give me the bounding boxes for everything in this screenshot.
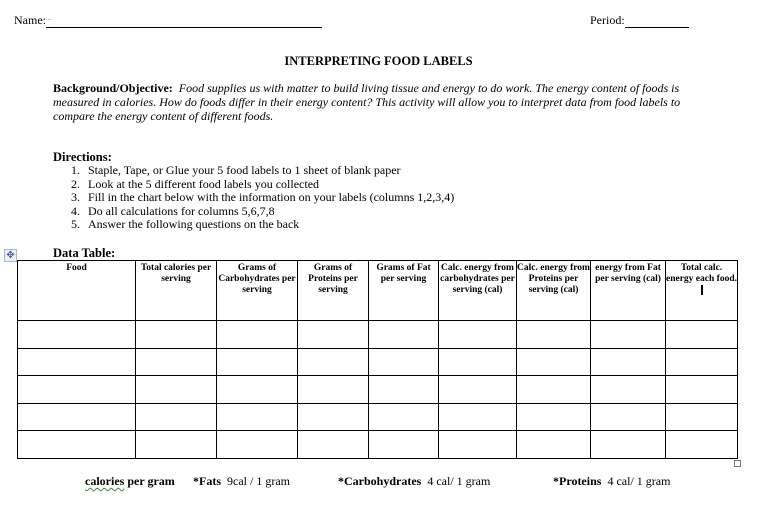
name-label: Name: [14, 13, 46, 27]
data-table [17, 260, 738, 459]
table-cell[interactable] [136, 348, 217, 376]
table-cell[interactable] [298, 431, 369, 459]
table-cell[interactable] [369, 431, 439, 459]
table-cell[interactable] [18, 403, 136, 431]
table-cell[interactable] [666, 431, 738, 459]
table-cell[interactable] [439, 376, 517, 404]
table-cell[interactable] [591, 431, 666, 459]
table-cell[interactable] [666, 321, 738, 349]
data-table-title: Data Table: [53, 246, 116, 260]
table-cell[interactable] [18, 376, 136, 404]
table-cell[interactable] [439, 348, 517, 376]
direction-item: 1. Staple, Tape, or Glue your 5 food labels to 1 sheet of blank paper [71, 163, 401, 177]
table-row [18, 403, 738, 431]
direction-item: 2. Look at the 5 different food labels you collected [71, 176, 320, 191]
table-cell[interactable] [591, 348, 666, 376]
table-cell[interactable] [369, 403, 439, 431]
table-cell[interactable] [18, 348, 136, 376]
table-cell[interactable] [136, 431, 217, 459]
table-cell[interactable] [298, 403, 369, 431]
proteins-info: *Proteins 4 cal/ 1 gram [553, 474, 671, 488]
table-cell[interactable] [439, 431, 517, 459]
move-arrows-icon[interactable]: ✥ [4, 249, 17, 262]
table-row [18, 348, 738, 376]
table-cell[interactable] [369, 321, 439, 349]
table-cell[interactable] [591, 403, 666, 431]
table-cell[interactable] [217, 403, 298, 431]
column-header-grams-carbs: Grams of Carbohydrates per serving [217, 261, 298, 321]
table-cell[interactable] [136, 403, 217, 431]
fats-info: *Fats 9cal / 1 gram [193, 474, 290, 488]
column-header-total-energy: Total calc. energy each food. [666, 261, 738, 321]
directions-list [71, 164, 454, 232]
column-header-food: Food [18, 261, 136, 321]
table-cell[interactable] [369, 376, 439, 404]
table-cell[interactable] [517, 321, 591, 349]
table-cell[interactable] [217, 431, 298, 459]
table-cell[interactable] [136, 321, 217, 349]
table-cell[interactable] [591, 321, 666, 349]
table-cell[interactable] [666, 348, 738, 376]
table-header-row [18, 261, 738, 321]
table-row [18, 376, 738, 404]
table-cell[interactable] [591, 376, 666, 404]
table-cell[interactable] [298, 348, 369, 376]
period-input-line[interactable] [625, 14, 689, 28]
background-objective: Background/Objective: Food supplies us with matter to build living tissue and energy to do work. The energy content of foods is measured in calories. How do foods differ in their energy content? This activity will allow you to interpret data from food labels to compare the energy content of different foods. [53, 81, 681, 123]
period-label: Period: [590, 13, 625, 27]
text-cursor [701, 285, 703, 295]
table-cell[interactable] [18, 431, 136, 459]
table-cell[interactable] [439, 321, 517, 349]
calories-per-gram-label: calories per gram [85, 474, 175, 488]
table-cell[interactable] [666, 376, 738, 404]
table-cell[interactable] [136, 376, 217, 404]
background-label: Background/Objective: [53, 81, 173, 95]
column-header-energy-fat: energy from Fat per serving (cal) [591, 261, 666, 321]
table-resize-handle[interactable] [734, 460, 741, 467]
table-cell[interactable] [217, 348, 298, 376]
table-cell[interactable] [517, 376, 591, 404]
page-title: INTERPRETING FOOD LABELS [284, 54, 473, 68]
period-field[interactable] [590, 13, 689, 28]
table-cell[interactable] [517, 348, 591, 376]
column-header-grams-proteins: Grams of Proteins per serving [298, 261, 369, 321]
table-cell[interactable] [666, 403, 738, 431]
table-cell[interactable] [298, 376, 369, 404]
carbs-info: *Carbohydrates 4 cal/ 1 gram [338, 474, 491, 488]
column-header-grams-fat: Grams of Fat per serving [369, 261, 439, 321]
table-cell[interactable] [439, 403, 517, 431]
table-cell[interactable] [18, 321, 136, 349]
column-header-energy-proteins: Calc. energy from Proteins per serving (cal) [517, 261, 591, 321]
table-cell[interactable] [517, 403, 591, 431]
name-field[interactable] [14, 13, 322, 28]
table-row [18, 321, 738, 349]
table-row [18, 431, 738, 459]
direction-item: 3. Fill in the chart below with the information on your labels (columns 1,2,3,4) [71, 190, 455, 205]
column-header-energy-carbs: Calc. energy from carbohydrates per serving (cal) [439, 261, 517, 321]
table-cell[interactable] [517, 431, 591, 459]
directions-title: Directions: [53, 150, 112, 164]
table-cell[interactable] [369, 348, 439, 376]
table-cell[interactable] [298, 321, 369, 349]
column-header-total-calories: Total calories per serving [136, 261, 217, 321]
direction-item: 5. Answer the following questions on the back [71, 217, 300, 232]
table-cell[interactable] [217, 376, 298, 404]
direction-item: 4. Do all calculations for columns 5,6,7,8 [71, 203, 275, 218]
table-cell[interactable] [217, 321, 298, 349]
name-input-line[interactable]: ... [46, 14, 322, 28]
